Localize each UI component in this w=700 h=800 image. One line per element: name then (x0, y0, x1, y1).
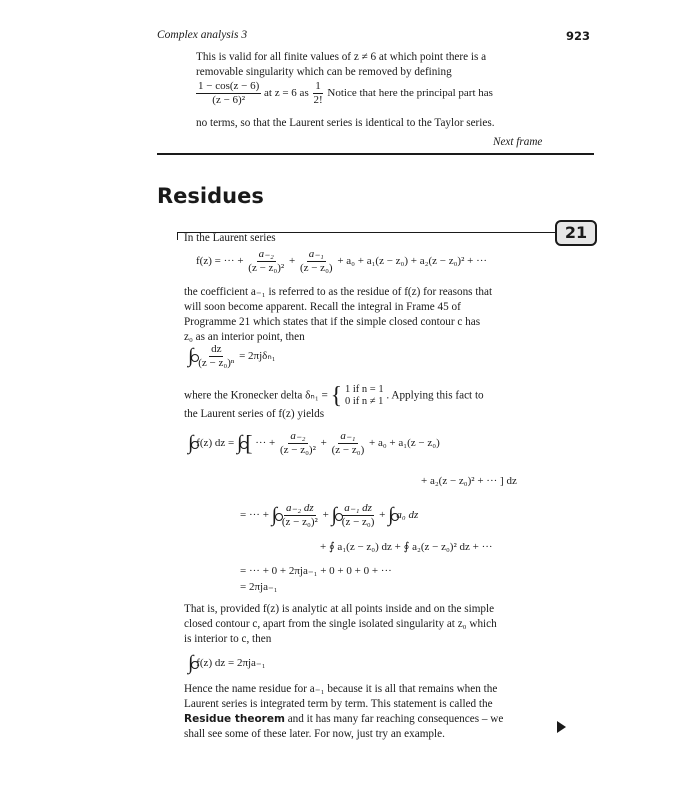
residue-result-equation: ∫ f(z) dz = 2πja₋₁ (188, 652, 266, 674)
half-fraction: $\frac{1}{2!}$ (313, 80, 323, 106)
para3-line4: shall see some of these later. For now, just try an example. (184, 728, 445, 740)
laurent-series-equation: f(z) = ··· + $\frac{\text{a₋₂}}{\text{(z − z₀)²}}$ + $\frac{\text{a₋₁}}{\text{(z − z₀)}}$ + a₀ + a₁(z − z₀) + a₂(z − z₀)² + ··· (196, 248, 488, 274)
prev-frame-formula: $\frac{1 - \cos(z - 6)}{\text{(z − 6)²}}$ at z = 6 as $\frac{1}{2!}$ Notice that here the principal part has (198, 80, 493, 106)
removable-fraction: $\frac{1 - \cos(z - 6)}{\text{(z − 6)²}}$ (198, 80, 260, 106)
para2-line1: That is, provided f(z) is analytic at all points inside and on the simple (184, 603, 495, 615)
para2-line3: is interior to c, then (184, 633, 272, 645)
integrated-series-line5: = ··· + 0 + 2πja₋₁ + 0 + 0 + 0 + ··· (240, 565, 392, 577)
para2-line2: closed contour c, apart from the single isolated singularity at z₀ which (184, 618, 497, 630)
brace-symbol: { (330, 383, 343, 409)
page-number: 923 (566, 29, 591, 43)
para3-line1: Hence the name residue for a₋₁ because it is all that remains when the (184, 683, 498, 695)
intro-text: In the Laurent series (184, 232, 276, 244)
kronecker-line: where the Kronecker delta δₙ₁ = { 1 if n = 1 0 if n ≠ 1 . Applying this fact to (184, 383, 484, 409)
contour-integral-symbol: ∫ (188, 345, 194, 367)
integrated-series-line1: ∫ f(z) dz = ∫ [ ··· + $\frac{\text{a₋₂}}{\text{(z − z₀)²}}$ + $\frac{\text{a₋₁}}{\text{(z − z₀)}}$ + a₀ + a₁(z − z₀) (188, 430, 440, 456)
integrated-series-line4: + ∮ a₁(z − z₀) dz + ∮ a₂(z − z₀)² dz + ··· (320, 541, 493, 553)
integrated-series-line2: + a₂(z − z₀)² + ··· ] dz (421, 475, 517, 487)
frame-rule-tick (177, 232, 178, 240)
next-frame-link[interactable]: Next frame (493, 136, 543, 148)
para1-line2: will soon become apparent. Recall the integral in Frame 45 of (184, 301, 461, 313)
para3-line3: Residue theorem and it has many far reaching consequences – we (184, 713, 504, 725)
prev-frame-line1: This is valid for all finite values of z ≠ 6 at which point there is a (196, 51, 487, 63)
integrated-series-line6: = 2πja₋₁ (240, 581, 278, 593)
para1-line4: z₀ as an interior point, then (184, 331, 305, 343)
section-divider (157, 153, 594, 155)
running-title: Complex analysis 3 (157, 29, 248, 41)
integrated-series-line3: = ··· + ∫ $\frac{\text{a₋₂ dz}}{\text{(z − z₀)²}}$ + ∫ $\frac{\text{a₋₁ dz}}{\text{(z − z₀)}}$ + ∫ a₀ dz (240, 502, 419, 528)
kronecker-line2: the Laurent series of f(z) yields (184, 408, 325, 420)
para3-line2: Laurent series is integrated term by term. This statement is called the (184, 698, 493, 710)
prev-frame-line4: no terms, so that the Laurent series is identical to the Taylor series. (196, 117, 495, 129)
section-title: Residues (157, 184, 264, 208)
frame-number-badge: 21 (555, 220, 597, 246)
para1-line3: Programme 21 which states that if the simple closed contour c has (184, 316, 481, 328)
prev-frame-line2: removable singularity which can be removed by defining (196, 66, 452, 78)
next-page-arrow-icon[interactable] (557, 721, 566, 733)
contour-integral-equation: ∫ $\frac{dz}{\text{(z − z₀)ⁿ}}$ = 2πjδₙ₁ (188, 343, 276, 369)
para1-line1: the coefficient a₋₁ is referred to as the residue of f(z) for reasons that (184, 286, 493, 298)
theorem-name: Residue theorem (184, 713, 285, 725)
